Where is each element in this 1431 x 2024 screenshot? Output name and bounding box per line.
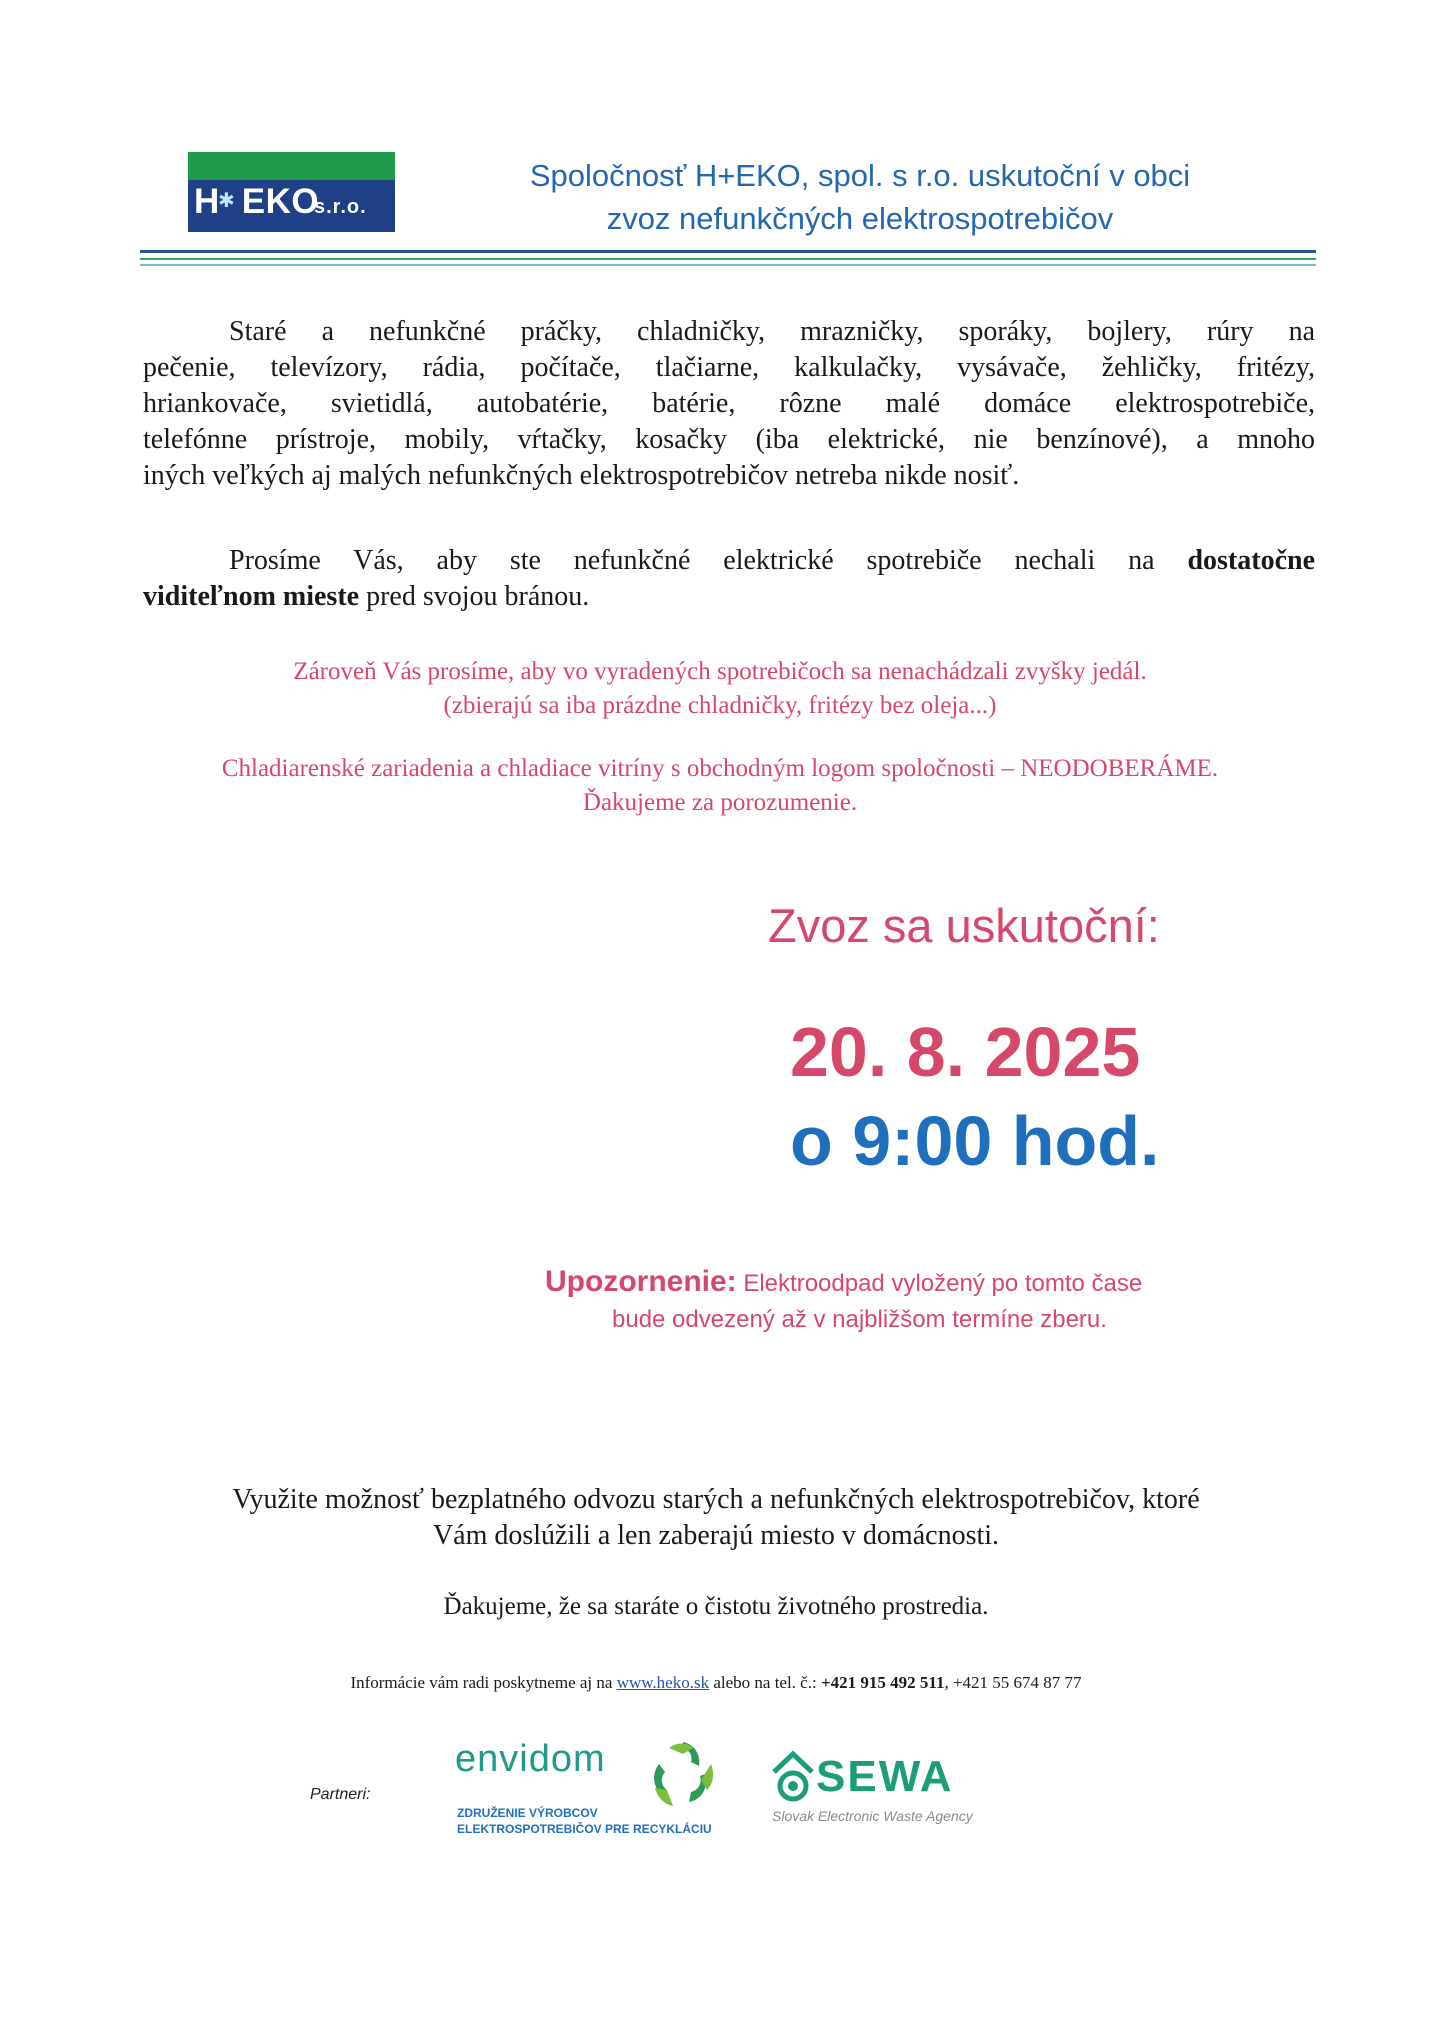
recycle-icon bbox=[643, 1734, 723, 1814]
request-text: Prosíme Vás, aby ste nefunkčné elektrické spotrebiče nechali na bbox=[229, 545, 1188, 576]
header-divider bbox=[140, 250, 1316, 253]
closing-line-1: Využite možnosť bezplatného odvozu starých a nefunkčných elektrospotrebičov, ktoré bbox=[232, 1484, 1200, 1515]
header-line-1: Spoločnosť H+EKO, spol. s r.o. uskutoční v obci bbox=[529, 158, 1191, 193]
request-paragraph bbox=[143, 543, 1315, 615]
intro-paragraph bbox=[143, 314, 1315, 494]
logo-star-icon: ✱ bbox=[218, 188, 235, 212]
website-link[interactable]: www.heko.sk bbox=[616, 1673, 710, 1692]
envidom-subtitle-2: ELEKTROSPOTREBIČOV PRE RECYKLÁCIU bbox=[457, 1822, 712, 1836]
request-text-2: pred svojou bránou. bbox=[359, 581, 590, 612]
schedule-label: Zvoz sa uskutoční: bbox=[768, 899, 1160, 952]
schedule-time: o 9:00 hod. bbox=[790, 1102, 1160, 1180]
intro-line: telefónne prístroje, mobily, vŕtačky, kosačky (iba elektrické, nie benzínové), a mnoho bbox=[143, 424, 1315, 455]
note-thanks: Ďakujeme za porozumenie. bbox=[582, 789, 858, 816]
request-emphasis-2: viditeľnom mieste bbox=[143, 581, 360, 612]
logo-brand: H EKO bbox=[194, 182, 320, 221]
header-line-2: zvoz nefunkčných elektrospotrebičov bbox=[606, 201, 1114, 236]
sewa-house-icon bbox=[770, 1748, 816, 1808]
warning-label: Upozornenie bbox=[545, 1265, 727, 1298]
sewa-subtitle: Slovak Electronic Waste Agency bbox=[772, 1808, 973, 1824]
logo-green-band bbox=[188, 152, 395, 180]
header-divider-light bbox=[140, 264, 1316, 266]
envidom-logo bbox=[455, 1738, 735, 1858]
note-empty-only: (zbierajú sa iba prázdne chladničky, fritézy bez oleja...) bbox=[443, 692, 997, 719]
closing-thanks: Ďakujeme, že sa staráte o čistotu životného prostredia. bbox=[443, 1593, 989, 1620]
note-leftovers: Zároveň Vás prosíme, aby vo vyradených spotrebičoch sa nenachádzali zvyšky jedál. bbox=[293, 658, 1147, 685]
contact-info: Informácie vám radi poskytneme aj na www.heko.sk alebo na tel. č.: +421 915 492 511, +421 55 674 87 77 bbox=[350, 1673, 1082, 1692]
warning-line-2: bude odvezený až v najbližšom termíne zberu. bbox=[612, 1306, 1107, 1333]
note-not-accepted: Chladiarenské zariadenia a chladiace vitríny s obchodným logom spoločnosti – NEODOBERÁME. bbox=[221, 755, 1219, 782]
intro-line: iných veľkých aj malých nefunkčných elektrospotrebičov netreba nikde nosiť. bbox=[143, 460, 1020, 491]
warning-line-1: Upozornenie: Elektroodpad vyložený po tomto čase bbox=[545, 1265, 1143, 1298]
intro-line: hriankovače, svietidlá, autobatérie, batérie, rôzne malé domáce elektrospotrebiče, bbox=[143, 388, 1315, 419]
envidom-name: envidom bbox=[455, 1738, 606, 1780]
sewa-logo bbox=[770, 1748, 1000, 1838]
phone-primary: +421 915 492 511 bbox=[820, 1673, 945, 1692]
intro-line: Staré a nefunkčné práčky, chladničky, mrazničky, sporáky, bojlery, rúry na bbox=[229, 316, 1315, 347]
sewa-name: SEWA bbox=[816, 1752, 954, 1801]
warning-text-1: Elektroodpad vyložený po tomto čase bbox=[736, 1270, 1143, 1297]
logo-suffix: s.r.o. bbox=[314, 196, 367, 218]
header-divider-green bbox=[140, 258, 1316, 260]
closing-line-2: Vám doslúžili a len zaberajú miesto v domácnosti. bbox=[432, 1520, 1000, 1551]
phone-secondary: +421 55 674 87 77 bbox=[952, 1673, 1082, 1692]
intro-line: pečenie, televízory, rádia, počítače, tlačiarne, kalkulačky, vysávače, žehličky, fritézy, bbox=[143, 352, 1315, 383]
request-emphasis: dostatočne bbox=[1187, 545, 1315, 576]
schedule-date: 20. 8. 2025 bbox=[790, 1013, 1141, 1091]
heko-logo bbox=[188, 152, 395, 232]
envidom-subtitle-1: ZDRUŽENIE VÝROBCOV bbox=[457, 1806, 598, 1820]
partners-label: Partneri: bbox=[310, 1786, 371, 1803]
